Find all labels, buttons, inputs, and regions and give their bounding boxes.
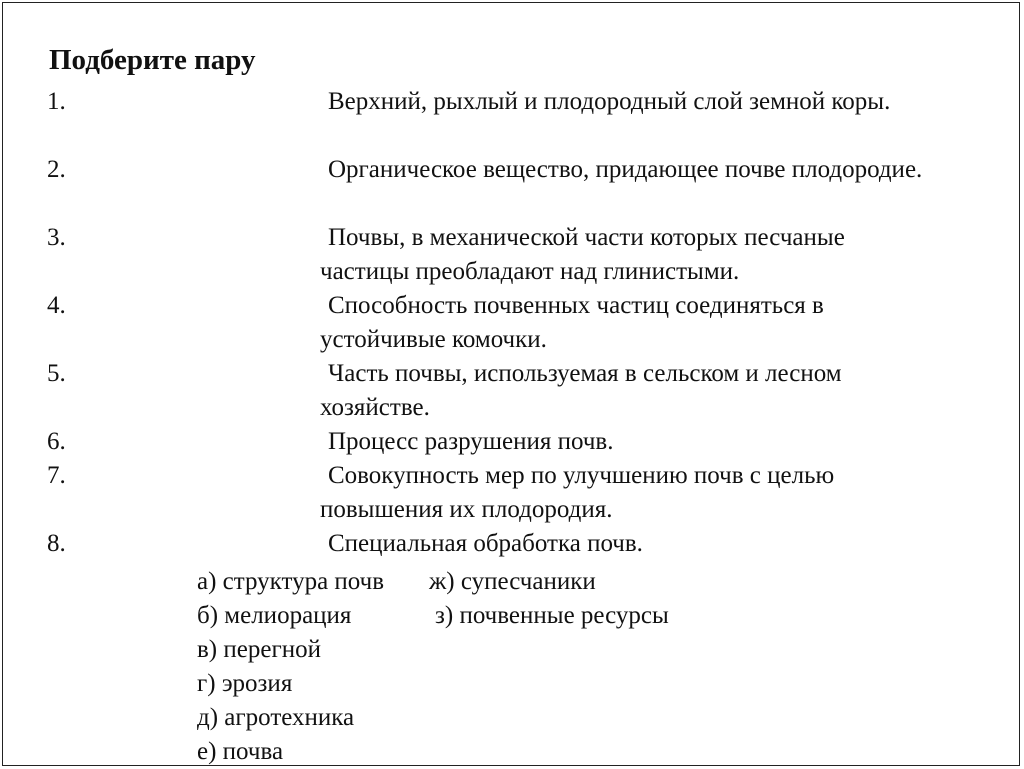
question-text: Часть почвы, используемая в сельском и лесном хозяйстве. [320, 360, 842, 421]
question-text: Совокупность мер по улучшению почв с целью повышения их плодородия. [320, 462, 835, 523]
question-number: 5. [47, 360, 66, 387]
question-text: Органическое вещество, придающее почве плодородие. [328, 156, 923, 183]
answer-option: д) агротехника [197, 704, 355, 731]
slide-frame [2, 2, 1020, 766]
answer-option: б) мелиорация [197, 602, 352, 629]
answer-option: ж) супесчаники [429, 568, 596, 595]
question-text: Способность почвенных частиц соединяться в устойчивые комочки. [320, 292, 824, 353]
answer-option: г) эрозия [197, 670, 293, 697]
question-number: 4. [47, 292, 66, 319]
answer-option: в) перегной [197, 636, 321, 663]
question-number: 6. [47, 428, 66, 455]
question-text: Почвы, в механической части которых песчаные частицы преобладают над глинистыми. [320, 224, 845, 285]
question-number: 8. [47, 530, 66, 557]
question-text: Специальная обработка почв. [328, 530, 643, 557]
question-number: 3. [47, 224, 66, 251]
answer-option: з) почвенные ресурсы [435, 602, 669, 629]
question-number: 7. [47, 462, 66, 489]
answer-option: а) структура почв [197, 568, 385, 595]
question-number: 1. [47, 88, 66, 115]
slide-title: Подберите пару [49, 44, 256, 76]
question-text: Верхний, рыхлый и плодородный слой земной коры. [328, 88, 891, 115]
answer-option: е) почва [197, 738, 284, 765]
question-number: 2. [47, 156, 66, 183]
question-text: Процесс разрушения почв. [328, 428, 614, 455]
